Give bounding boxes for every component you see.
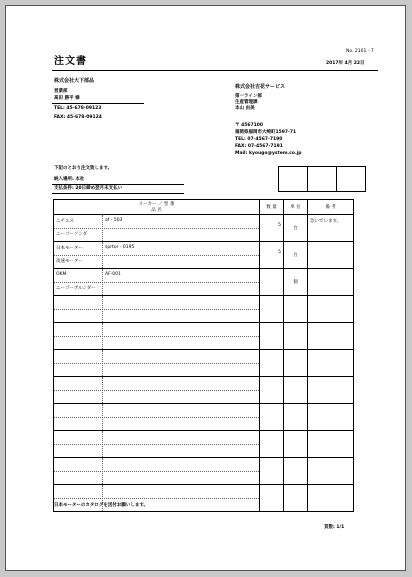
- table-body: [54, 215, 354, 512]
- item-name: 高速モーター: [56, 259, 83, 264]
- payment-underline: [52, 193, 184, 194]
- sender-postal: 〒 4567100: [235, 123, 263, 128]
- item-remarks: [308, 296, 354, 323]
- item-remarks: [308, 458, 354, 485]
- order-intro: 下記のとおり注文致します。: [54, 166, 113, 171]
- item-unit: 個: [284, 269, 308, 296]
- table-row: [54, 458, 354, 485]
- item-model: sprtor - 0195: [105, 245, 135, 250]
- sender-company: 株式会社吉花サービス: [235, 84, 286, 90]
- item-cell: [54, 296, 260, 323]
- item-name: ニーゴーソンダ: [56, 232, 88, 237]
- item-remarks: [308, 323, 354, 350]
- document-title: 注文書: [54, 56, 87, 67]
- item-name: ニーゴーブルンダー: [56, 286, 96, 291]
- item-unit: 台: [284, 215, 308, 242]
- sender-person: 本山 由美: [235, 106, 255, 111]
- item-remarks: [308, 269, 354, 296]
- header-quantity: 数 量: [260, 200, 284, 215]
- document-number: No. 2101 - 7: [346, 49, 374, 54]
- item-unit: [284, 404, 308, 431]
- item-unit: [284, 350, 308, 377]
- item-quantity: [260, 269, 284, 296]
- table-row: [54, 431, 354, 458]
- item-remarks: 急いでいます。: [308, 215, 354, 242]
- header-maker-model-name: メーカー ／ 型 番 品 名: [54, 200, 260, 215]
- item-quantity: 5: [260, 242, 284, 269]
- stamp-box-3: [336, 166, 366, 192]
- item-cell: [54, 377, 260, 404]
- recipient-person: 高田 勝平 様: [54, 96, 80, 101]
- item-quantity: [260, 404, 284, 431]
- item-model: AF-001: [105, 272, 121, 277]
- item-quantity: [260, 431, 284, 458]
- item-remarks: [308, 350, 354, 377]
- order-sheet: [5, 5, 406, 571]
- item-unit: 台: [284, 242, 308, 269]
- item-remarks: [308, 485, 354, 512]
- sender-department: 第一ライン部: [235, 94, 262, 99]
- header-remarks: 備 考: [308, 200, 354, 215]
- sender-address: 福岡県福岡市大崎町1597-71: [235, 130, 297, 135]
- sender-mail: Mail: kyougo@ystem.co.jp: [235, 151, 302, 156]
- item-quantity: [260, 458, 284, 485]
- item-remarks: [308, 242, 354, 269]
- recipient-underline: [52, 103, 144, 104]
- item-cell: [54, 350, 260, 377]
- item-remarks: [308, 431, 354, 458]
- item-unit: [284, 431, 308, 458]
- item-cell: [54, 215, 260, 242]
- item-cell: [54, 242, 260, 269]
- item-unit: [284, 458, 308, 485]
- items-table: [53, 199, 354, 512]
- stamp-box-2: [307, 166, 337, 192]
- item-cell: [54, 269, 260, 296]
- table-row: [54, 269, 354, 296]
- table-row: [54, 242, 354, 269]
- table-row: [54, 215, 354, 242]
- document-date: 2017年 4月 22日: [326, 61, 365, 66]
- recipient-tel: TEL: 45-678-09123: [54, 106, 102, 111]
- item-unit: [284, 296, 308, 323]
- sender-section: 生産管理課: [235, 100, 258, 105]
- delivery-underline: [52, 184, 184, 185]
- stamp-box-1: [278, 166, 308, 192]
- title-underline: [52, 70, 378, 71]
- item-cell: [54, 404, 260, 431]
- payment-terms: 支払条件: 20日締め翌月末支払い: [54, 186, 123, 191]
- item-maker: OKM: [56, 272, 67, 277]
- item-cell: [54, 431, 260, 458]
- table-header-row: [54, 200, 354, 215]
- item-remarks: [308, 377, 354, 404]
- table-row: [54, 377, 354, 404]
- item-maker: 日本モーター: [56, 246, 83, 251]
- item-unit: [284, 377, 308, 404]
- item-cell: [54, 458, 260, 485]
- item-remarks: [308, 404, 354, 431]
- table-row: [54, 350, 354, 377]
- recipient-fax: FAX: 45-678-09124: [54, 115, 102, 120]
- item-unit: [284, 323, 308, 350]
- sender-tel: TEL: 07-4567-7190: [235, 137, 283, 142]
- item-quantity: [260, 377, 284, 404]
- item-quantity: 5: [260, 215, 284, 242]
- table-row: [54, 323, 354, 350]
- item-maker: ニチエス: [56, 219, 74, 224]
- page-count: 頁数: 1/1: [324, 525, 345, 530]
- recipient-company: 株式会社大下部品: [54, 78, 95, 84]
- footer-note: 日本モーターのカタログを送付お願いします。: [54, 503, 148, 508]
- item-quantity: [260, 350, 284, 377]
- item-cell: [54, 323, 260, 350]
- delivery-place: 納入場所: 本社: [54, 177, 85, 182]
- item-quantity: [260, 323, 284, 350]
- item-unit: [284, 485, 308, 512]
- table-row: [54, 404, 354, 431]
- table-row: [54, 296, 354, 323]
- item-quantity: [260, 485, 284, 512]
- item-quantity: [260, 296, 284, 323]
- recipient-department: 営業部: [54, 89, 68, 94]
- sender-fax: FAX: 07-4567-7191: [235, 144, 283, 149]
- item-model: af - 503: [105, 218, 123, 223]
- header-unit: 単 位: [284, 200, 308, 215]
